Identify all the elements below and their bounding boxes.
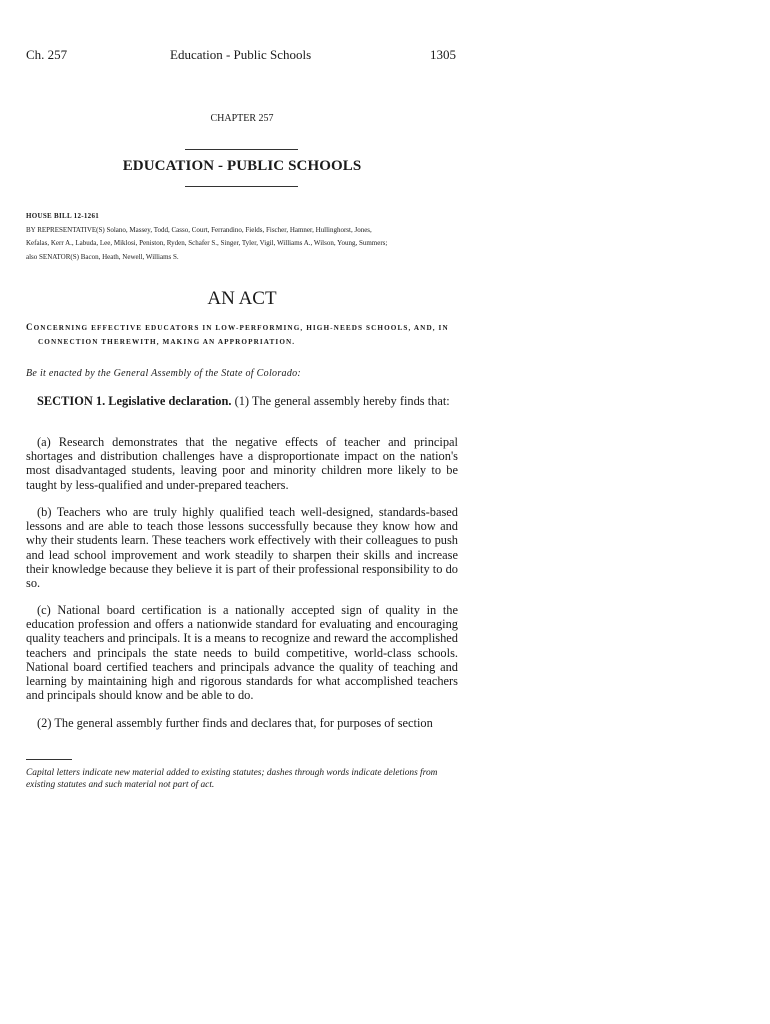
chapter-title: EDUCATION - PUBLIC SCHOOLS (122, 158, 362, 174)
act-title-line2: CONNECTION THEREWITH, MAKING AN APPROPRIATION. (38, 337, 296, 346)
paragraph-a: (a) Research demonstrates that the negative effects of teacher and principal shortages and distribution challenges have a disproportionate impact on the nation's most disadvantaged students, leaving poor and minority children more likely to be taught by less-qualified and under-prepared teachers. (26, 435, 458, 492)
sponsors-line: also SENATOR(S) Bacon, Heath, Newell, Williams S. (26, 252, 179, 261)
act-heading: AN ACT (207, 288, 277, 309)
running-header-chapter: Ch. 257 (26, 47, 68, 62)
footnote: Capital letters indicate new material added to existing statutes; dashes through words indicate deletions from existing statutes and such material not part of act. (26, 768, 438, 791)
running-header-title: Education - Public Schools (170, 47, 312, 62)
title-rule-top (185, 149, 298, 150)
act-title-line1: ONCERNING EFFECTIVE EDUCATORS IN LOW-PERFORMING, HIGH-NEEDS SCHOOLS, AND, IN (33, 324, 449, 332)
sponsors-line: Kefalas, Kerr A., Labuda, Lee, Miklosi, Peniston, Ryden, Schafer S., Singer, Tyler, Vigil, Williams A., Wilson, Young, Summers; (26, 239, 388, 248)
section-1-intro (26, 394, 458, 408)
footnote-rule (26, 759, 72, 760)
bill-number: HOUSE BILL 12-1261 (26, 212, 100, 220)
sponsors-list (26, 224, 466, 264)
paragraph-b: (b) Teachers who are truly highly qualified teach well-designed, standards-based lessons and are able to teach those lessons successfully because they know how and why their students learn. These teachers work effectively with their colleagues to push and lead school improvement and work steadily to sharpen their skills and increase their knowledge because they believe it is part of their professional responsibility to do so. (26, 505, 458, 591)
chapter-label: CHAPTER 257 (210, 113, 274, 124)
act-title-initial: C (26, 322, 34, 332)
section-1-heading: SECTION 1. Legislative declaration. (37, 394, 232, 408)
section-1-intro-text: (1) The general assembly hereby finds that: (231, 394, 450, 408)
enacting-clause: Be it enacted by the General Assembly of the State of Colorado: (26, 368, 302, 379)
sponsors-line: BY REPRESENTATIVE(S) Solano, Massey, Todd, Casso, Court, Ferrandino, Fields, Fischer, Hamner, Hullinghorst, Jones, (26, 226, 372, 234)
title-rule-bottom (185, 186, 298, 187)
paragraph-c: (c) National board certification is a nationally accepted sign of quality in the education profession and offers a nationwide standard for evaluating and encouraging quality teachers and principals. It is a means to recognize and reward the accomplished teachers and principals the state needs to build competitive, world-class schools. National board certified teachers and principals advance the quality of teaching and learning by maintaining high and rigorous standards for what accomplished teachers and principals should know and be able to do. (26, 603, 458, 703)
paragraph-2: (2) The general assembly further finds and declares that, for purposes of section (37, 716, 433, 730)
page-number: 1305 (430, 47, 456, 62)
act-title (26, 321, 458, 349)
